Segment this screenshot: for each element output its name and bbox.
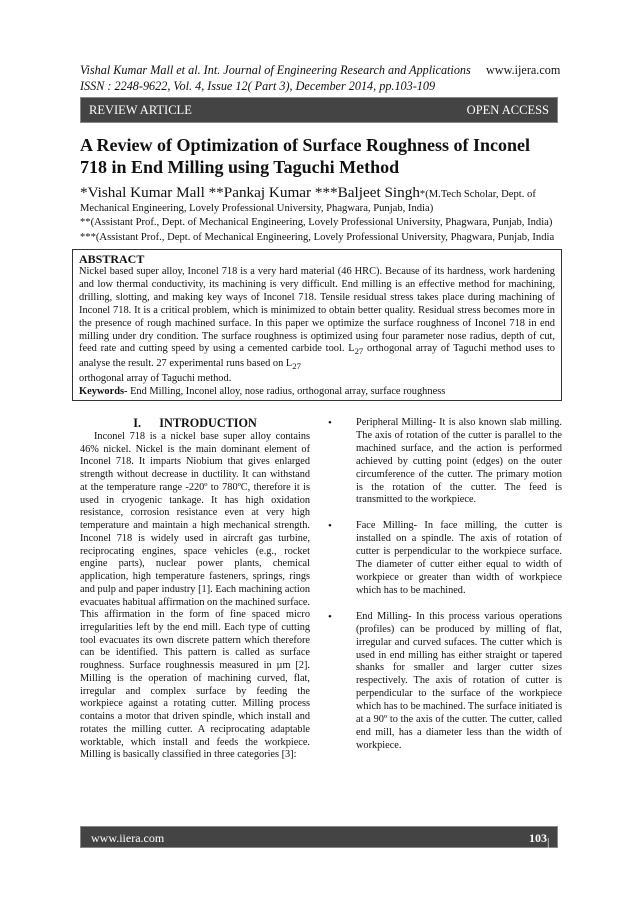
list-item — [326, 520, 562, 597]
left-column — [80, 416, 310, 762]
open-access-label: OPEN ACCESS — [466, 103, 549, 117]
abstract-text-part1: Nickel based super alloy, Inconel 718 is a very hard material (46 HRC). Because of its hardness, work hardening and low thermal conductivity, its machining is very difficult. End milling is an effective method for machining, drilling, slotting, and making key ways of Inconel 718. Tensile residual stress takes place during machining of Inconel 718. It is a critical problem, which is minimized to obtain better quality. Residual stress becomes more in the presence of rough machined surface. In this paper we optimize the surface roughness of Inconel 718 in end milling under dry condition. The surface roughness is optimized using four parameter nose radius, depth of cut, feed rate and cutting speed by using a cemented carbide tool. L — [79, 266, 555, 355]
paper-title: A Review of Optimization of Surface Roughness of Inconel 718 in End Milling using Taguchi Method — [80, 135, 530, 177]
subscript-27: 27 — [354, 346, 364, 357]
journal-header — [80, 62, 480, 94]
journal-issn: ISSN : 2248-9622, Vol. 4, Issue 12( Part 3), December 2014, pp.103-109 — [80, 79, 436, 93]
list-item-text: End Milling- In this process various operations (profiles) can be produced by milling of flat, irregular and curved sufaces. The cutter which is used in end milling has either straight or tapered shanks for smaller and larger cutter sizes respectively. The axis of rotation of cutter is perpendicular to the surface of the workpiece which has to be machined. The surface initiated is at a 90º to the axis of the cutter. The cutter, called end mill, has a diameter less than the width of workpiece. — [356, 610, 562, 751]
keywords-list: End Milling, Inconel alloy, nose radius, orthogonal array, surface roughness — [127, 386, 446, 398]
list-item — [326, 417, 562, 507]
abstract-text-part2: orthogonal array of Taguchi method uses to analyse the result. 27 experimental runs based on L — [79, 343, 555, 370]
bullet-icon: • — [328, 417, 332, 429]
article-type-banner — [80, 97, 558, 123]
author-names: *Vishal Kumar Mall **Pankaj Kumar ***Baljeet Singh — [80, 184, 420, 201]
section-heading-introduction: I. INTRODUCTION — [133, 416, 257, 430]
page-number — [529, 831, 554, 909]
list-item — [326, 611, 562, 753]
abstract-text-part3: orthogonal array of Taguchi method. — [79, 373, 232, 385]
affiliation-2: **(Assistant Prof., Dept. of Mechanical Engineering, Lovely Professional University, Phagwara, Punjab, India) — [80, 217, 553, 229]
affiliation-1-end: Mechanical Engineering, Lovely Professional University, Phagwara, Punjab, India) — [80, 203, 434, 215]
page-number-value: 103 — [529, 831, 547, 845]
list-item-text: Face Milling- In face milling, the cutter is installed on a spindle. The axis of rotation of cutter is perpendicular to the workpiece surface. The diameter of cutter either equal to width of workpiece or greater than width of workpiece which has to be machined. — [356, 520, 562, 596]
journal-website[interactable]: www.ijera.com — [486, 63, 561, 77]
affiliation-1-start: *(M.Tech Scholar, Dept. of — [419, 189, 536, 200]
keywords-label: Keywords- — [79, 386, 128, 398]
bullet-icon: • — [328, 520, 332, 533]
bullet-icon: • — [328, 610, 332, 623]
introduction-paragraph: Inconel 718 is a nickel base super alloy contains 46% nickel. Nickel is the main dominant element of Inconel 718. It imparts Niobium that gives enlarged strength without decrease in ductility. It can withstand at the temperature range -220º to 780ºC, therefore it is used in cryogenic tankage. It has high oxidation resistance, corrosion resistance even at very high temperature and maintain a high mechanical strength. Inconel 718 is widely used in aircraft gas turbine, reciprocating engines, space vehicles (e.g., rocket engine parts), nuclear power plants, chemical application, high temperature fasteners, springs, rings and pulp and paper industry [1]. Each machining action evacuates habitual affirmation on the machined surface. This affirmation in the form of fine spaced micro irregularities left by the end mill. Each type of cutting tool evacuates its own discrete pattern which therefore can be identified. This pattern is called as surface roughness. Surface roughnessis measured in µm [2]. Milling is the operation of machining curved, flat, irregular and complex surface by feeding the workpiece against a rotating cutter. Milling process contains a motor that driven spindle, which install and rotates the milling cutter. A reciprocating adaptable worktable, which install and feeds the workpiece. Milling is basically classified in three categories [3]: — [80, 431, 310, 761]
article-type-label: REVIEW ARTICLE — [89, 103, 192, 117]
keywords — [79, 386, 555, 399]
right-column — [326, 417, 562, 766]
subscript-27: 27 — [292, 361, 301, 372]
page-label: | P a g e — [547, 835, 554, 909]
page-footer — [80, 826, 558, 909]
abstract-heading: ABSTRACT — [79, 252, 145, 266]
author-block — [80, 186, 562, 245]
affiliation-3: ***(Assistant Prof., Dept. of Mechanical Engineering, Lovely Professional University, Phagwara, Punjab, India — [80, 231, 555, 243]
footer-website[interactable]: www.iiera.com — [91, 831, 165, 845]
abstract-text — [79, 266, 555, 386]
journal-citation: Vishal Kumar Mall et al. Int. Journal of Engineering Research and Applications — [80, 63, 471, 77]
abstract-box — [72, 249, 562, 401]
list-item-text: Peripheral Milling- It is also known slab milling. The axis of rotation of the cutter is parallel to the machined surface, and the action is performed achieved by cutting point (edges) on the outer circumference of the cutter. The primary motion is the rotation of the cutter. The feed is transmitted to the workpiece. — [356, 417, 562, 506]
